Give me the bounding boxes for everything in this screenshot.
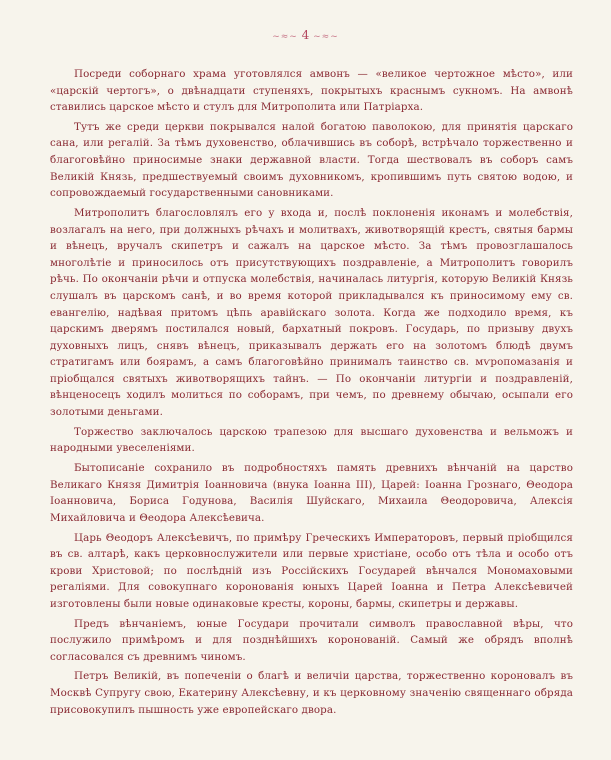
- text-body: [50, 66, 573, 718]
- paragraph: Посреди соборнаго храма уготовлялся амвонъ — «великое чертожное мѣсто», или «царскій чертогъ», о двѣнадцати ступеняхъ, покрытыхъ краснымъ сукномъ. На амвонѣ ставились царское мѣсто и стулъ для Митрополита или Патріарха.: [50, 68, 573, 114]
- paragraph: Тутъ же среди церкви покрывался налой богатою паволокою, для принятія царскаго сана, или регалій. За тѣмъ духовенство, облачившись въ соборѣ, встрѣчало торжественно и благоговѣйно приносимые знаки державной власти. Тогда шествовалъ въ соборъ самъ Великій Князь, предшествуемый своимъ духовникомъ, кропившимъ путь святою водою, и сопровождаемый государственными сановниками.: [50, 120, 573, 200]
- paragraph: Предъ вѣнчаніемъ, юные Государи прочитали символъ православной вѣры, что послужило примѣромъ и для позднѣйшихъ коронованій. Самый же обрядъ вполнѣ согласовался съ древнимъ чиномъ.: [50, 617, 573, 663]
- right-ornament: ~≈~: [313, 32, 339, 42]
- page-header: [0, 28, 611, 44]
- paragraph: Митрополитъ благословлялъ его у входа и, послѣ поклоненія иконамъ и молебствія, возлагалъ на него, при должныхъ рѣчахъ и молитвахъ, животворящій крестъ, святыя бармы и вѣнецъ, вручалъ скипетръ и сажалъ на царское мѣсто. За тѣмъ провозглашалось многолѣтіе и приносилось отъ присутствующихъ поздравленіе, а Митрополитъ говорилъ рѣчь. По окончаніи рѣчи и отпуска молебствія, начиналась литургія, которую Великій Князь слушалъ въ царскомъ санѣ, и во время которой прикладывался къ приносимому ему св. евангелію, надѣвая притомъ цѣпь аравійскаго золота. Когда же подходило время, къ царскимъ дверямъ постилался новый, бархатный покровъ. Государь, по призыву двухъ духовныхъ лицъ, снявъ вѣнецъ, приказывалъ держать его на золотомъ блюдѣ двумъ стратигамъ или боярамъ, а самъ благоговѣйно принималъ таинство св. мѵропомазанія и пріобщался святыхъ животворящихъ тайнъ. — По окончаніи литургіи и поздравленій, вѣнценосецъ ходилъ молиться по соборамъ, при чемъ, по древнему обычаю, осыпали его золотыми деньгами.: [50, 206, 573, 419]
- paragraph: Торжество заключалось царскою трапезою для высшаго духовенства и вельможъ и народными увеселеніями.: [50, 425, 573, 455]
- paragraph: Бытописаніе сохранило въ подробностяхъ память древнихъ вѣнчаній на царство Великаго Князя Димитрія Іоанновича (внука Іоанна III), Царей: Іоанна Грознаго, Θеодора Іоанновича, Бориса Годунова, Василія Шуйскаго, Михаила Θеодоровича, Алексія Михайловича и Θеодора Алексѣевича.: [50, 462, 573, 524]
- paragraph: Петръ Великій, въ попеченіи о благѣ и величіи царства, торжественно короновалъ въ Москвѣ Супругу свою, Екатерину Алексѣевну, и къ церковному значенію священнаго обряда присовокупилъ пышность уже европейскаго двора.: [50, 670, 573, 716]
- page-number: 4: [301, 28, 310, 42]
- paragraph: Царь Θеодоръ Алексѣевичъ, по примѣру Греческихъ Императоровъ, первый пріобщился въ св. алтарѣ, какъ церковнослужители или первые христіане, особо отъ тѣла и особо отъ крови Христовой; по послѣдній изъ Россійскихъ Государей вѣнчался Мономаховыми регаліями. Для совокупнаго коронованія юныхъ Царей Іоанна и Петра Алексѣевичей изготовлены были новые одинаковые кресты, короны, бармы, скипетры и державы.: [50, 531, 573, 610]
- left-ornament: ~≈~: [272, 32, 298, 42]
